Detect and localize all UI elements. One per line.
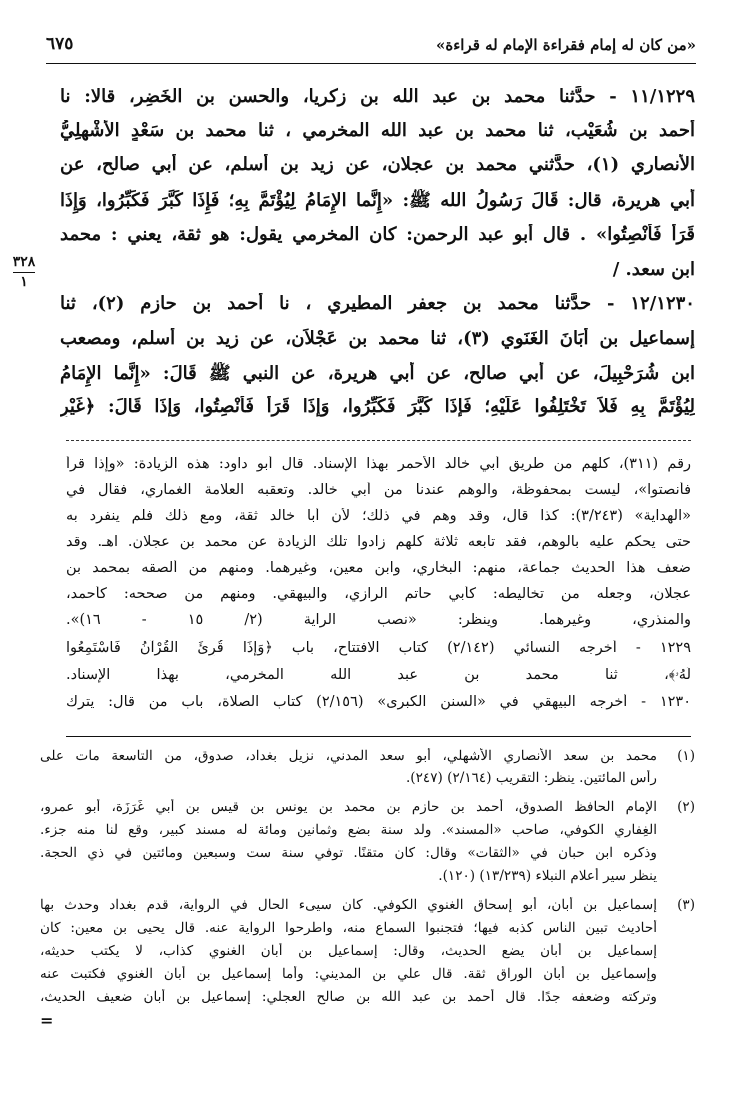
footnote-line: الإمام الحافظ الصدوق، أحمد بن حازم بن محمد بن يونس بن قيس بن أبي غَرَزَة، أبو عمرو، [40,799,657,815]
footnote-line: إسماعيل بن أبان يضع الحديث، وقال: إسماعيل بن أبان الغنوي كذاب، لا يكتب حديثه، [40,943,657,959]
note-line: «الهداية» (٣/٢٤٣): كذا قال، وقد وهم في ذلك؛ لأن أبا خالد ثقة، ومع ذلك فلم ينفرد به [66,508,691,524]
footnote-line: رأس المائتين. ينظر: التقريب (٢/١٦٤) (٢٤٧). [405,770,657,786]
main-line: أحمد بن شُعَيْب، ثنا محمد بن عبد الله المخرمي ، ثنا محمد بن سَعْدٍ الأَشْهلِيُّ [60,120,695,141]
note-line: فأنصتوا»، ليست بمحفوظة، والوهم عندنا من أبي خالد. وتعقبه العلامة الغماري، فقال في [66,482,691,498]
manuscript-folio-mark [4,254,44,291]
footnote-line: محمد بن سعد الأنصاري الأشهلي، أبو سعد المدني، نزيل بغداد، صدوق، من التاسعة مات على [40,748,657,764]
folio-mark-bottom: ١ [20,274,28,290]
main-line: ١٢/١٢٣٠ - حدَّثنا محمد بن جعفر المطيري ، نا أحمد بن حازم (٢)، ثنا [60,293,695,314]
footnote-number: (١) [677,748,695,764]
footnote-3 [40,897,695,1017]
main-line: ابن سعد. / [612,259,695,280]
note-line: حتى يحكم عليه بالوهم، فقد تابعه ثلاثة كلهم زادوا تلك الزيادة عن محمد بن عجلان. اهـ. وقد [66,534,691,550]
footnote-number: (٣) [677,897,695,913]
note-line: ضعف هذا الحديث جماعة، منهم: البخاري، وابن معين، وغيرهما. ومنهم من ألصقه بمحمد بن [66,560,691,576]
running-header [46,28,696,62]
footnote-1 [40,748,695,792]
folio-mark-top: ٣٢٨ [12,254,36,270]
main-line: الأنصاري (١)، حدَّثني محمد بن عجلان، عن زيد بن أسلم، عن أبي صالح، عن [60,154,695,175]
footnote-line: الغِفاري الكوفي، صاحب «المسند». ولد سنة بضع وثمانين ومائة له مسند كبير، وقع لنا منه جزء. [40,822,657,838]
note-line: عجلان، وجعله من تخاليطه: كأبي حاتم الرازي، والبيهقي. ومنهم من صححه: كأحمد، [66,586,691,602]
note-line: والمنذري، وغيرهما. وينظر: «نصب الراية (٢/ ١٥ - ١٦)». [66,612,691,628]
main-line: أبي هريرة، قال: قَالَ رَسُولُ الله ﷺ: «إِنَّما الإِمَامُ لِيُؤْتَمَّ بِهِ؛ فَإِذَا كَبَّرَ فَكَبِّرُوا، وَإِذَا [60,190,695,211]
continuation-mark: = [40,1011,54,1030]
footnote-line: ينظر سير أعلام النبلاء (١٣/٢٣٩) (١٢٠). [438,868,657,884]
footnote-separator [66,736,691,737]
header-rule [46,63,696,64]
running-header-title: «من كان له إمام فقراءة الإمام له قراءة» [435,36,696,54]
footnote-line: أحاديث تبين الناس كذبه فيها؛ فتجنبوا السماع منه، واطرحوا الرواية عنه. قال يحيى بن معين: كان [40,920,657,936]
folio-mark-divider [13,272,35,273]
footnote-line: وذكره ابن حبان في «الثقات» وقال: كان متقنًا. توفي سنة ست وسبعين ومائتين في ذي الحجة. [40,845,657,861]
main-line: قَرَأَ فَأَنْصِتُوا» . قال أبو عبد الرحمن: كان المخرمي يقول: هو ثقة، يعني : محمد [60,224,695,245]
footnote-line: وإسماعيل بن أبان الوراق ثقة. قال علي بن المديني: وأما إسماعيل بن أبان الغنوي فكتبت عنه [40,966,657,982]
main-line: ١١/١٢٢٩ - حدَّثنا محمد بن عبد الله بن زكريا، والحسن بن الخَضِر، قالا: نا [60,86,695,107]
note-line: لَهُۥ﴾، ثنا محمد بن عبد الله المخرمي، بهذا الإسناد. [66,667,691,683]
note-line: ١٢٣٠ - أخرجه البيهقي في «السنن الكبرى» (٢/١٥٦) كتاب الصلاة، باب من قال: يترك [66,694,691,710]
main-line: ابن شُرَحْبِيلَ، عن أبي صالح، عن أبي هريرة، عن النبي ﷺ قَالَ: «إِنَّما الإِمَامُ [60,363,695,384]
footnote-number: (٢) [677,799,695,815]
dashed-separator [66,440,691,441]
note-line: ١٢٢٩ - أخرجه النسائي (٢/١٤٢) كتاب الافتتاح، باب ﴿وَإِذَا قُرِئَ الْقُرْآنُ فَاسْتَمِعُوا [66,640,691,656]
footnote-line: وتركته وضعفه جدًا. قال أحمد بن عبد الله بن صالح العجلي: إسماعيل بن أبان ضعيف الحديث، [40,989,657,1005]
note-line: رقم (٣١١)، كلهم من طريق أبي خالد الأحمر بهذا الإسناد. قال أبو داود: هذه الزيادة: «وإذا قرأ [66,456,691,472]
main-line: إسماعيل بن أَبَانَ الغَنَوي (٣)، ثنا محمد بن عَجْلاَن، عن زيد بن أسلم، ومصعب [60,328,695,349]
main-line: لِيُؤْتَمَّ بِهِ فَلاَ تَخْتَلِفُوا عَلَيْهِ؛ فَإِذَا كَبَّرَ فَكَبِّرُوا، وَإِذَا قَرَأَ فَأَنْصِتُوا، وَإِذَا قَالَ: ﴿غَيْرِ [60,396,695,417]
footnote-line: إسماعيل بن أبان، أبو إسحاق الغنوي الكوفي. كان سيىء الحال في الرواية، قدم بغداد وحدث بها [40,897,657,913]
footnote-2 [40,799,695,891]
page-number: ٦٧٥ [46,34,74,54]
